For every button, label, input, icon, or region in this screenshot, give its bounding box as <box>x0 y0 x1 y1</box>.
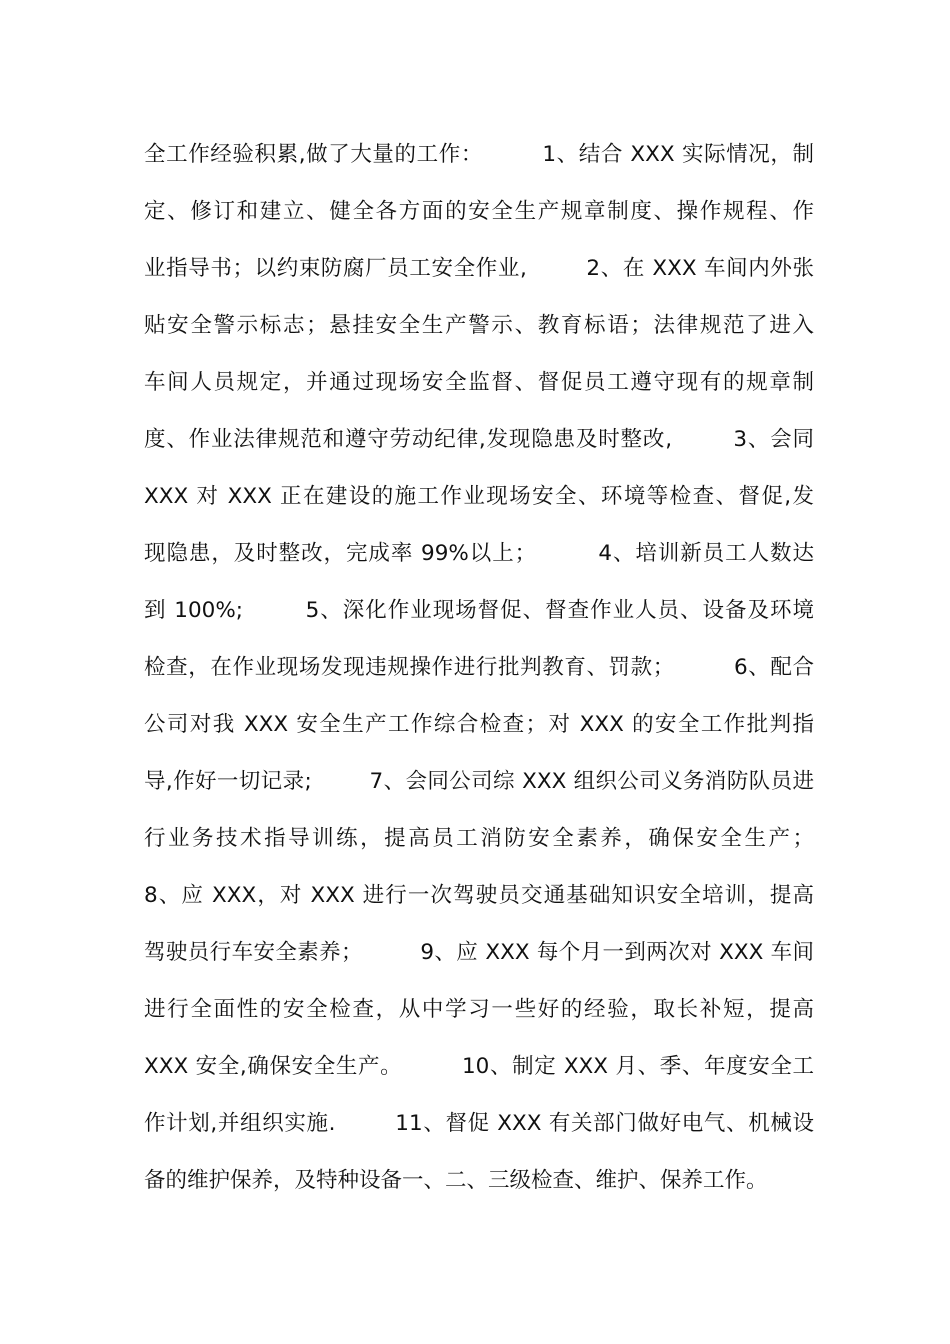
text-line: 行业务技术指导训练，提高员工消防安全素养，确保安全生产； <box>144 826 814 851</box>
text-line: 全工作经验积累,做了大量的工作： 1、结合 XXX 实际情况，制 <box>144 142 814 167</box>
text-line: XXX 对 XXX 正在建设的施工作业现场安全、环境等检查、督促,发 <box>144 484 814 509</box>
text-line: 贴安全警示标志；悬挂安全生产警示、教育标语；法律规范了进入 <box>144 313 814 338</box>
text-line: 到 100%; 5、深化作业现场督促、督查作业人员、设备及环境 <box>144 598 814 623</box>
text-line: 检查，在作业现场发现违规操作进行批判教育、罚款； 6、配合 <box>144 655 814 680</box>
text-line: 车间人员规定，并通过现场安全监督、督促员工遵守现有的规章制 <box>144 370 814 395</box>
text-line: 定、修订和建立、健全各方面的安全生产规章制度、操作规程、作 <box>144 199 814 224</box>
text-line: 现隐患，及时整改，完成率 99%以上； 4、培训新员工人数达 <box>144 541 814 566</box>
text-line: XXX 安全,确保安全生产。 10、制定 XXX 月、季、年度安全工 <box>144 1054 814 1079</box>
text-line: 导,作好一切记录; 7、会同公司综 XXX 组织公司义务消防队员进 <box>144 769 814 794</box>
text-line: 业指导书；以约束防腐厂员工安全作业, 2、在 XXX 车间内外张 <box>144 256 814 281</box>
text-line: 度、作业法律规范和遵守劳动纪律,发现隐患及时整改, 3、会同 <box>144 427 814 452</box>
text-line: 进行全面性的安全检查，从中学习一些好的经验，取长补短，提高 <box>144 997 814 1022</box>
text-line: 备的维护保养，及特种设备一、二、三级检查、维护、保养工作。 <box>144 1168 768 1193</box>
text-line: 作计划,并组织实施. 11、督促 XXX 有关部门做好电气、机械设 <box>144 1111 814 1136</box>
body-text <box>144 126 814 1209</box>
text-line: 8、应 XXX，对 XXX 进行一次驾驶员交通基础知识安全培训，提高 <box>144 883 814 908</box>
text-line: 公司对我 XXX 安全生产工作综合检查；对 XXX 的安全工作批判指 <box>144 712 814 737</box>
text-line: 驾驶员行车安全素养； 9、应 XXX 每个月一到两次对 XXX 车间 <box>144 940 814 965</box>
